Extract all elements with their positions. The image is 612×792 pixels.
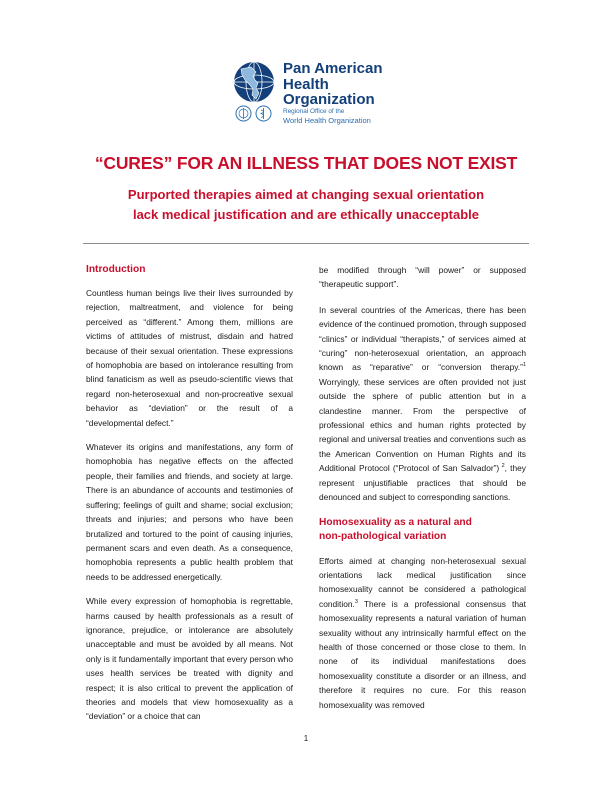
right-column — [319, 263, 526, 723]
paho-logo — [232, 60, 392, 130]
intro-paragraph-2: Whatever its origins and manifestations, any form of homophobia has negative effects on the affected people, their families and friends, and society at large. There is an abundance of accounts and testimonies of suffering; feelings of guilt and shame; social exclusion; threats and injuries; and persons who have been brutalized and tortured to the point of causing injuries, permanent scars and even death. As a consequence, homophobia represents a public health problem that needs to be addressed energetically. — [86, 442, 293, 582]
regional-office-text — [283, 108, 408, 125]
introduction-heading: Introduction — [86, 264, 146, 275]
document-subtitle — [0, 185, 612, 225]
section-divider — [83, 243, 529, 244]
org-name — [283, 61, 403, 108]
footnote-ref-2: 2 — [499, 463, 505, 470]
left-column — [86, 263, 293, 734]
intro-paragraph-1: Countless human beings live their lives surrounded by rejection, maltreatment, and violence for being perceived as “different.” Among them, millions are victims of attitudes of mistrust, disdain and hatred because of their sexual orientation. These expressions of homophobia are based on intolerance resulting from blind fanaticism as well as pseudo-scientific views that regard non-heterosexual and non-procreative sexual behavior as “deviation” or the result of a “developmental defect.” — [86, 288, 293, 428]
page-number: 1 — [303, 734, 309, 743]
paragraph-text: Worryingly, these services are often provided not just outside the sphere of public attention but in a clandestine manner. From the perspective of professional ethics and human rights protected by regional and universal treaties and conventions such as the American Convention on Human Rights and its Additional Protocol (“Protocol of San Salvador”) — [319, 376, 526, 474]
heading-line: Homosexuality as a natural and — [319, 516, 472, 528]
org-name-line: Pan American — [283, 60, 383, 77]
continuation-paragraph: be modified through “will power” or supposed “therapeutic support”. — [319, 265, 526, 290]
conversion-therapy-paragraph — [319, 303, 526, 505]
org-name-line: Health — [283, 75, 329, 93]
intro-paragraph-3: While every expression of homophobia is regrettable, harms caused by health professionals as a result of ignorance, prejudice, or intolerance are absolutely unacceptable and must be avoided by all means. Not only is it fundamentally important that every person who uses health services be treated with dignity and respect; it is also critical to prevent the application of theories and models that view homosexuality as a “deviation” or a choice that can — [86, 596, 293, 722]
org-name-line: Organization — [283, 91, 375, 108]
natural-variation-paragraph — [319, 554, 526, 712]
subtitle-line: lack medical justification and are ethically unacceptable — [132, 207, 480, 222]
paragraph-text: , they represent unjustifiable practices that should be denounced and subject to corresponding sanctions. — [319, 463, 526, 503]
paragraph-text: There is a professional consensus that homosexuality represents a natural variation of human sexuality without any intrinsically harmful effect on the health of those concerned or those close to them. In none of its individual manifestations does homosexuality constitute a disorder or an illness, and therefore it requires no cure. For this reason homosexuality was removed — [319, 598, 526, 710]
subtitle-line: Purported therapies aimed at changing sexual orientation — [127, 187, 485, 202]
document-title: “CURES” FOR AN ILLNESS THAT DOES NOT EXIST — [94, 153, 518, 173]
globe-logo-icon — [232, 60, 276, 104]
heading-line: non-pathological variation — [319, 530, 447, 542]
paragraph-text: Efforts aimed at changing non-heterosexual sexual orientations lack medical justification since homosexuality cannot be considered a pathological condition. — [319, 555, 526, 609]
paragraph-text: In several countries of the Americas, there has been evidence of the continued promotion, through supposed “clinics” or individual “therapists,” of services aimed at “curing” non-heterosexual orientation, an approach known as “reparative” or “conversion therapy.” — [319, 304, 526, 373]
footnote-ref-3: 3 — [354, 598, 358, 605]
regional-office-label: Regional Office of the — [283, 108, 345, 115]
paho-seal-icon — [235, 105, 252, 122]
who-seal-icon — [255, 105, 272, 122]
footnote-ref-1: 1 — [522, 362, 526, 369]
who-name: World Health Organization — [283, 116, 371, 125]
homosexuality-heading — [319, 516, 526, 544]
